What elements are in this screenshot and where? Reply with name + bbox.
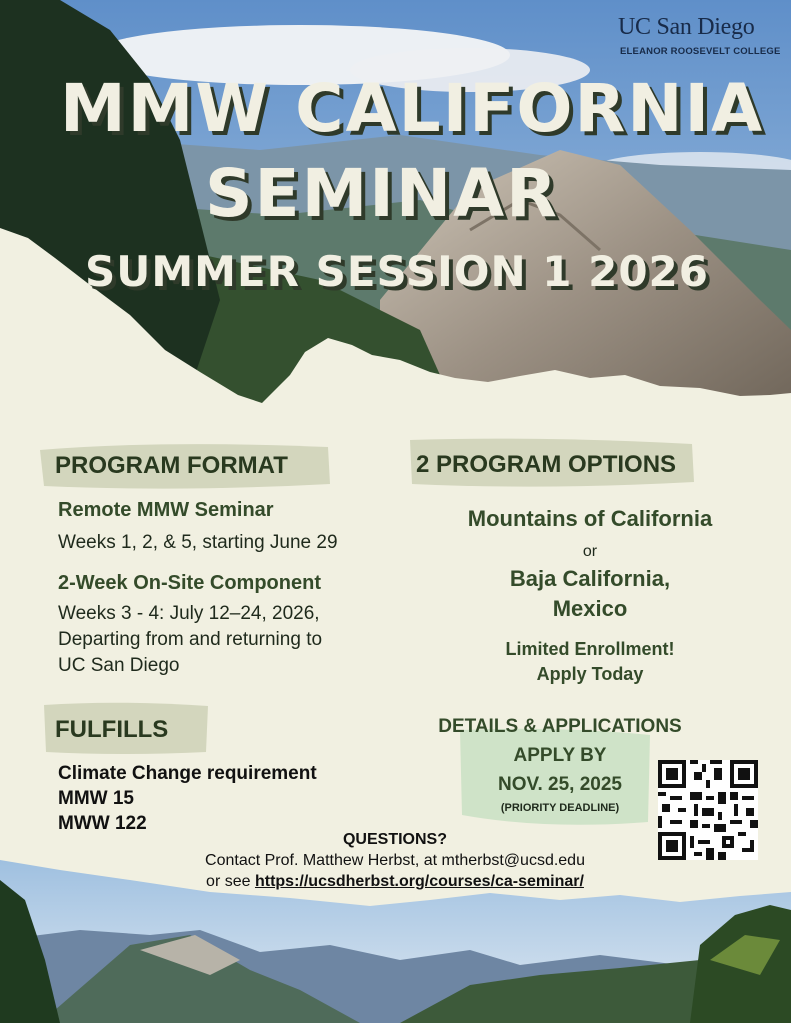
title-line-2: SEMINAR xyxy=(205,155,559,232)
fulfills-item: MWW 122 xyxy=(58,813,147,834)
priority-deadline: (PRIORITY DEADLINE) xyxy=(500,802,620,814)
questions-heading: QUESTIONS? xyxy=(342,831,447,848)
apply-by: APPLY BY xyxy=(513,745,607,766)
remote-seminar-weeks: Weeks 1, 2, & 5, starting June 29 xyxy=(58,532,338,553)
program-format-heading: PROGRAM FORMAT xyxy=(55,452,288,479)
onsite-dates: Weeks 3 - 4: July 12–24, 2026, xyxy=(58,603,320,624)
remote-seminar-title: Remote MMW Seminar xyxy=(58,499,274,521)
option-or: or xyxy=(582,543,598,560)
seminar-website-link[interactable]: https://ucsdherbst.org/courses/ca-seminar/ xyxy=(254,873,584,890)
title-line-1: MMW CALIFORNIA xyxy=(60,70,765,147)
details-applications: DETAILS & APPLICATIONS xyxy=(438,716,682,737)
fulfills-item: Climate Change requirement xyxy=(58,763,317,784)
onsite-component-title: 2-Week On-Site Component xyxy=(58,572,321,594)
apply-deadline-date: NOV. 25, 2025 xyxy=(498,774,622,795)
onsite-location: UC San Diego xyxy=(58,655,180,676)
program-options-heading: 2 PROGRAM OPTIONS xyxy=(416,451,677,478)
option-baja-line2: Mexico xyxy=(552,596,628,621)
option-baja-line1: Baja California, xyxy=(509,566,671,591)
apply-today: Apply Today xyxy=(536,664,644,684)
college-name: ELEANOR ROOSEVELT COLLEGE xyxy=(620,46,781,57)
ucsd-logo: UC San Diego xyxy=(618,14,755,40)
qr-code[interactable] xyxy=(658,760,758,860)
onsite-departure: Departing from and returning to xyxy=(58,629,323,650)
website-line: or see https://ucsdherbst.org/courses/ca-seminar/ xyxy=(206,873,584,890)
session-title: SUMMER SESSION 1 2026 xyxy=(85,247,709,296)
limited-enrollment: Limited Enrollment! xyxy=(505,639,675,659)
qr-code-icon xyxy=(658,760,758,860)
option-mountains: Mountains of California xyxy=(467,506,713,531)
fulfills-item: MMW 15 xyxy=(58,788,134,809)
fulfills-heading: FULFILLS xyxy=(55,716,169,743)
contact-info: Contact Prof. Matthew Herbst, at mtherbst@ucsd.edu xyxy=(205,852,585,869)
